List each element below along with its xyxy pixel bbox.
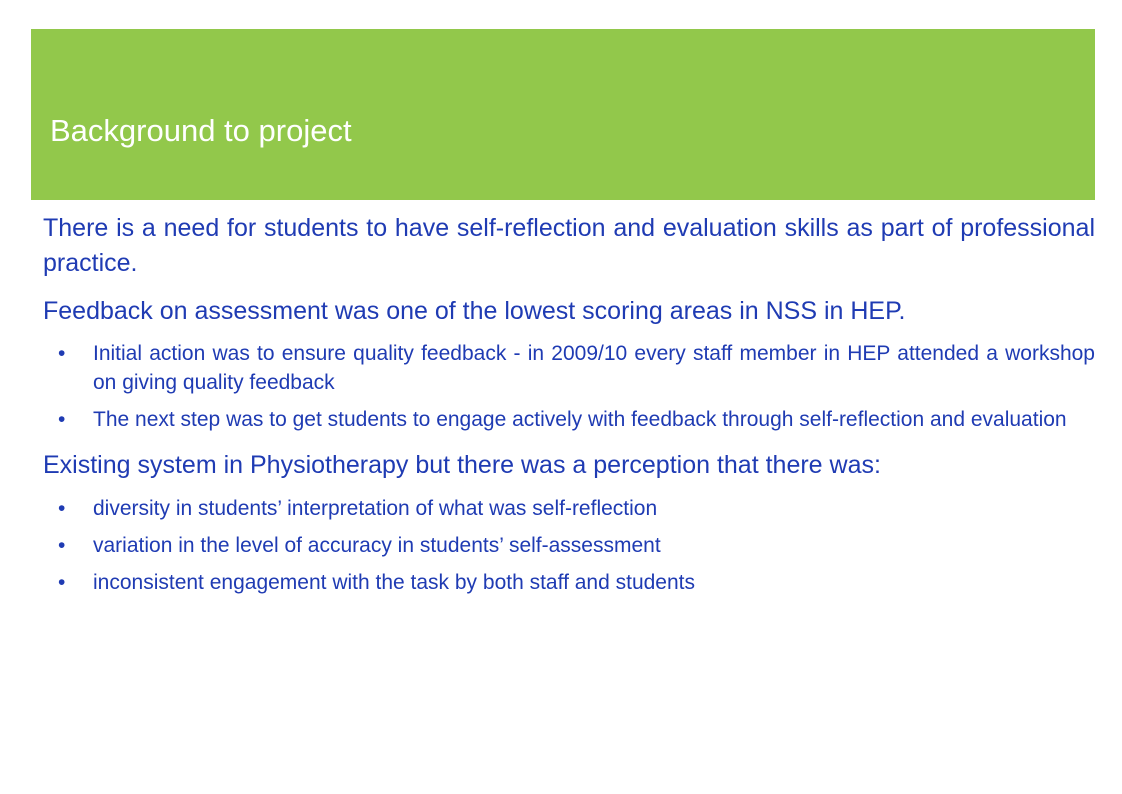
- paragraph-feedback: Feedback on assessment was one of the lowest scoring areas in NSS in HEP.: [43, 297, 906, 325]
- bullet-item: [43, 339, 1095, 397]
- bullet-icon: •: [58, 408, 66, 431]
- bullet-icon: •: [58, 534, 66, 557]
- paragraph-need: There is a need for students to have self-reflection and evaluation skills as part of professional practice.: [43, 214, 1095, 277]
- slide-title: Background to project: [50, 113, 352, 148]
- bullet-item: [43, 531, 1095, 560]
- bullet-item: [43, 568, 1095, 597]
- bullet-text: Initial action was to ensure quality feedback - in 2009/10 every staff member in HEP attended a workshop on giving quality feedback: [93, 342, 1095, 394]
- bullet-text: The next step was to get students to engage actively with feedback through self-reflection and evaluation: [93, 408, 1067, 431]
- bullet-icon: •: [58, 497, 66, 520]
- bullet-item: [43, 405, 1095, 434]
- bullet-icon: •: [58, 571, 66, 594]
- bullet-item: [43, 494, 1095, 523]
- bullet-text: variation in the level of accuracy in students’ self-assessment: [93, 534, 661, 557]
- bullet-text: inconsistent engagement with the task by both staff and students: [93, 571, 695, 594]
- paragraph-existing: Existing system in Physiotherapy but there was a perception that there was:: [43, 451, 881, 479]
- title-band: [31, 29, 1095, 200]
- slide-content: [43, 211, 1095, 597]
- bullet-text: diversity in students’ interpretation of what was self-reflection: [93, 497, 658, 520]
- bullet-icon: •: [58, 342, 66, 365]
